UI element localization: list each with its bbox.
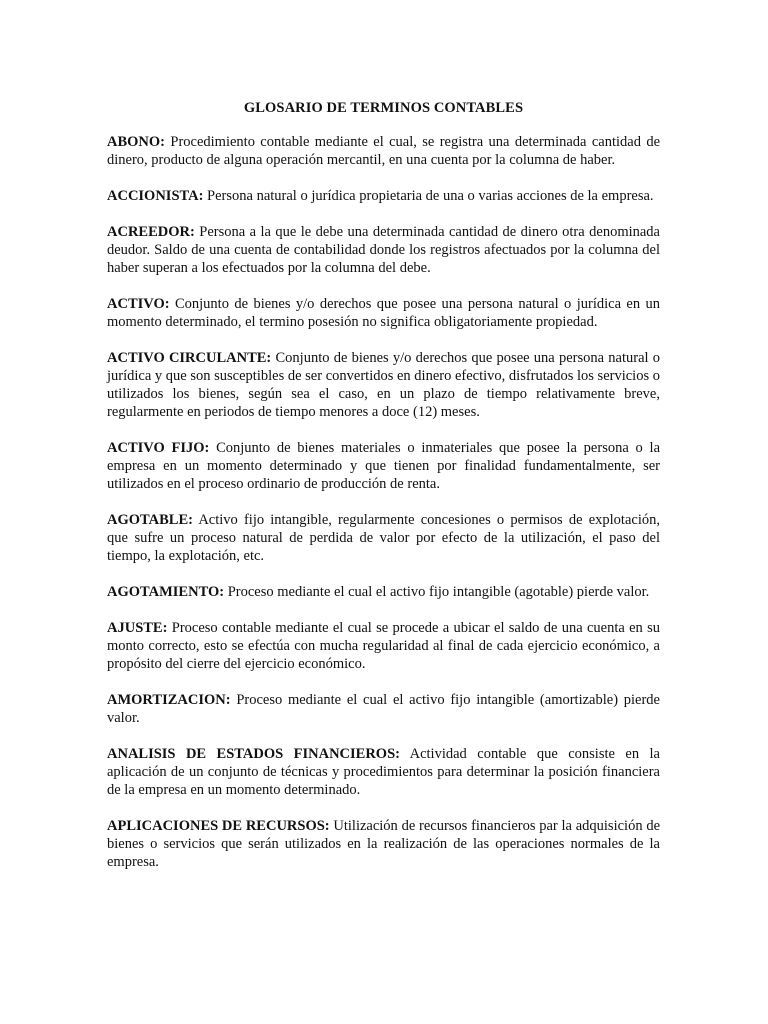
glossary-entry <box>107 817 660 871</box>
entry-definition: Actividad contable que consiste en la aplicación de un conjunto de técnicas y procedimientos para determinar la posición financiera de la empresa en un momento determinado. <box>107 746 660 798</box>
entry-definition: Persona a la que le debe una determinada cantidad de dinero otra denominada deudor. Saldo de una cuenta de contabilidad donde los registros afectuados por la columna del haber superan a los efectuados por la columna del debe. <box>107 224 660 276</box>
entry-term: ACTIVO FIJO: <box>107 440 210 456</box>
glossary-entry <box>107 583 660 601</box>
entry-definition: Proceso contable mediante el cual se procede a ubicar el saldo de una cuenta en su monto correcto, esto se efectúa con mucha regularidad al final de cada ejercicio económico, a propósito del cierre del ejercicio económico. <box>107 620 660 672</box>
entry-definition: Conjunto de bienes y/o derechos que posee una persona natural o jurídica y que son susceptibles de ser convertidos en dinero efectivo, disfrutados los servicios o utilizados los bienes, según sea el caso, en un plazo de tiempo relativamente breve, regularmente en periodos de tiempo menores a doce (12) meses. <box>107 350 661 420</box>
entry-term: ABONO: <box>107 134 165 150</box>
entry-definition: Proceso mediante el cual el activo fijo intangible (amortizable) pierde valor. <box>107 692 660 726</box>
glossary-entry <box>107 349 660 421</box>
entry-definition: Activo fijo intangible, regularmente concesiones o permisos de explotación, que sufre un proceso natural de perdida de valor por efecto de la utilización, el paso del tiempo, la explotación, etc. <box>107 512 660 564</box>
entry-definition: Persona natural o jurídica propietaria de una o varias acciones de la empresa. <box>207 188 654 204</box>
entry-term: ACTIVO: <box>107 296 170 312</box>
entry-term: AJUSTE: <box>107 620 168 636</box>
document-page <box>107 99 660 889</box>
glossary-entry <box>107 691 660 727</box>
glossary-entry <box>107 187 660 205</box>
glossary-entry <box>107 439 660 493</box>
entry-term: ACTIVO CIRCULANTE: <box>107 350 272 366</box>
entry-term: ACCIONISTA: <box>107 188 204 204</box>
entry-definition: Conjunto de bienes y/o derechos que posee una persona natural o jurídica en un momento determinado, el termino posesión no significa obligatoriamente propiedad. <box>107 296 661 330</box>
glossary-entry <box>107 295 660 331</box>
entry-term: APLICACIONES DE RECURSOS: <box>107 818 330 834</box>
entry-definition: Utilización de recursos financieros par la adquisición de bienes o servicios que serán utilizados en la realización de las operaciones normales de la empresa. <box>107 818 661 870</box>
entry-term: AGOTABLE: <box>107 512 193 528</box>
entry-definition: Proceso mediante el cual el activo fijo intangible (agotable) pierde valor. <box>227 584 650 600</box>
entry-term: ANALISIS DE ESTADOS FINANCIEROS: <box>107 746 400 762</box>
glossary-entry <box>107 511 660 565</box>
document-title: GLOSARIO DE TERMINOS CONTABLES <box>243 100 524 116</box>
glossary-entry <box>107 223 660 277</box>
glossary-entry <box>107 619 660 673</box>
glossary-entry <box>107 745 660 799</box>
entry-term: ACREEDOR: <box>107 224 195 240</box>
entry-term: AMORTIZACION: <box>107 692 231 708</box>
glossary-entry <box>107 133 660 169</box>
entry-term: AGOTAMIENTO: <box>107 584 225 600</box>
entry-definition: Procedimiento contable mediante el cual, se registra una determinada cantidad de dinero, producto de alguna operación mercantil, en una cuenta por la columna de haber. <box>107 134 661 168</box>
entry-definition: Conjunto de bienes materiales o inmateriales que posee la persona o la empresa en un momento determinado y que tienen por finalidad fundamentalmente, ser utilizados en el proceso ordinario de producción de renta. <box>107 440 660 492</box>
